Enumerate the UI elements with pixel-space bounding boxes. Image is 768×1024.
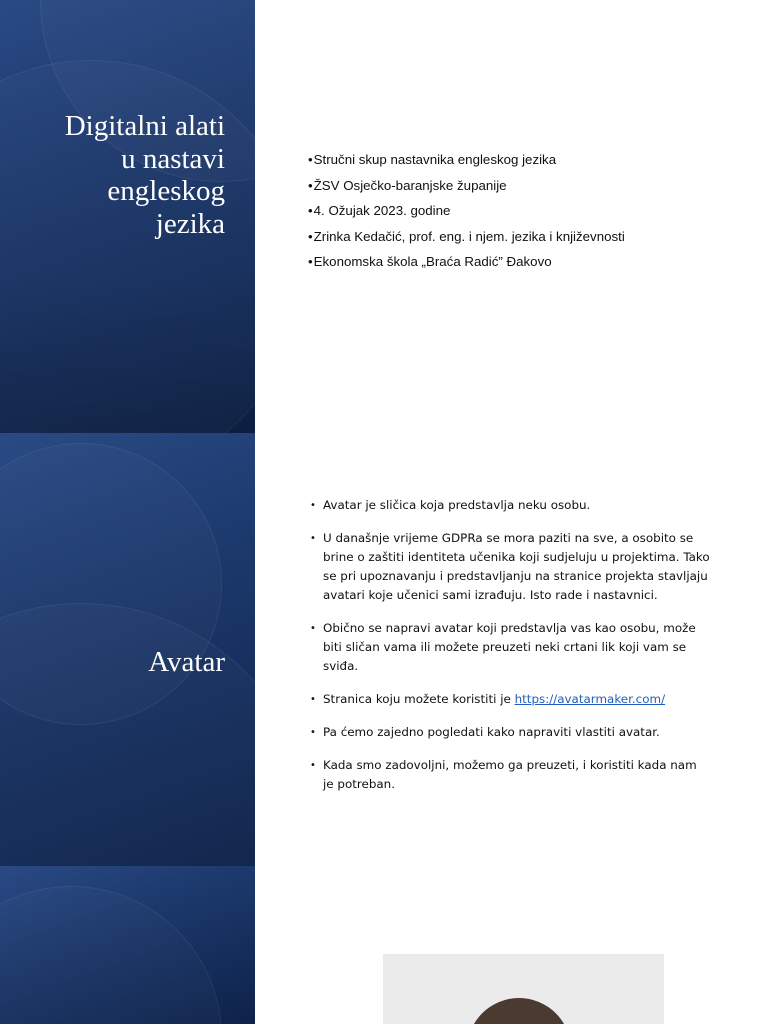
list-item-text: 4. Ožujak 2023. godine [313, 203, 451, 218]
list-item [310, 619, 710, 676]
title-line: u nastavi [121, 142, 225, 175]
title-panel [0, 0, 255, 433]
list-item-text: Obično se napravi avatar koji predstavlja vas kao osobu, može biti sličan vama ili možete preuzeti neki crtani lik koji vam se sviđa. [323, 621, 696, 673]
bullet-icon: • [308, 254, 313, 269]
avatar-hair [467, 998, 571, 1024]
title-line: Digitalni alati [64, 110, 225, 142]
list-item [308, 152, 625, 178]
bullet-icon: • [308, 228, 313, 244]
slide-title [15, 110, 225, 240]
slide-title: Avatar [148, 646, 225, 678]
list-item [308, 254, 625, 280]
bullet-icon: • [308, 152, 313, 167]
info-list [308, 152, 625, 280]
title-panel [0, 433, 255, 866]
title-line: engleskog [107, 175, 225, 207]
list-item [310, 690, 710, 709]
panel-shade [0, 275, 255, 433]
avatar-notes-list [310, 496, 710, 808]
slide-1 [0, 0, 768, 433]
bullet-icon: • [310, 727, 316, 738]
slide-3 [0, 866, 768, 1024]
list-item-text: Zrinka Kedačić, prof. eng. i njem. jezika i književnosti [313, 228, 625, 244]
bullet-icon: • [310, 500, 316, 511]
list-item [310, 756, 710, 794]
list-item [308, 229, 625, 255]
decorative-arc [0, 886, 222, 1024]
bullet-icon: • [310, 760, 316, 771]
list-item-text: Avatar je sličica koja predstavlja neku osobu. [323, 498, 591, 512]
list-item-text: Stručni skup nastavnika engleskog jezika [313, 152, 557, 167]
decorative-arc [0, 603, 255, 866]
list-item-text: U današnje vrijeme GDPRa se mora paziti na sve, a osobito se brine o zaštiti identiteta učenika koji sudjeluju u projektima. Tako se pri upoznavanju i predstavljanju na stranice projekta stavljaju avatari koje učenici sami izrađuju. Isto rade i nastavnici. [323, 531, 710, 602]
list-item [308, 203, 625, 229]
list-item-text: Ekonomska škola „Braća Radić” Đakovo [313, 254, 552, 269]
title-panel [0, 866, 255, 1024]
list-item-text: Stranica koju možete koristiti je [323, 692, 515, 706]
list-item [308, 178, 625, 204]
avatarmaker-link[interactable]: https://avatarmaker.com/ [514, 692, 666, 706]
list-item [310, 496, 710, 515]
list-item [310, 723, 710, 742]
list-item-text: Pa ćemo zajedno pogledati kako napraviti vlastiti avatar. [323, 725, 660, 739]
list-item [310, 529, 710, 605]
list-item-text: Kada smo zadovoljni, možemo ga preuzeti, i koristiti kada nam je potreban. [323, 758, 697, 791]
bullet-icon: • [308, 203, 313, 218]
slide-2 [0, 433, 768, 866]
avatar-image [383, 954, 664, 1024]
list-item-text: ŽSV Osječko-baranjske županije [313, 177, 507, 193]
bullet-icon: • [310, 694, 316, 705]
bullet-icon: • [310, 533, 316, 544]
bullet-icon: • [308, 177, 313, 193]
title-line: jezika [155, 207, 225, 240]
bullet-icon: • [310, 623, 316, 634]
